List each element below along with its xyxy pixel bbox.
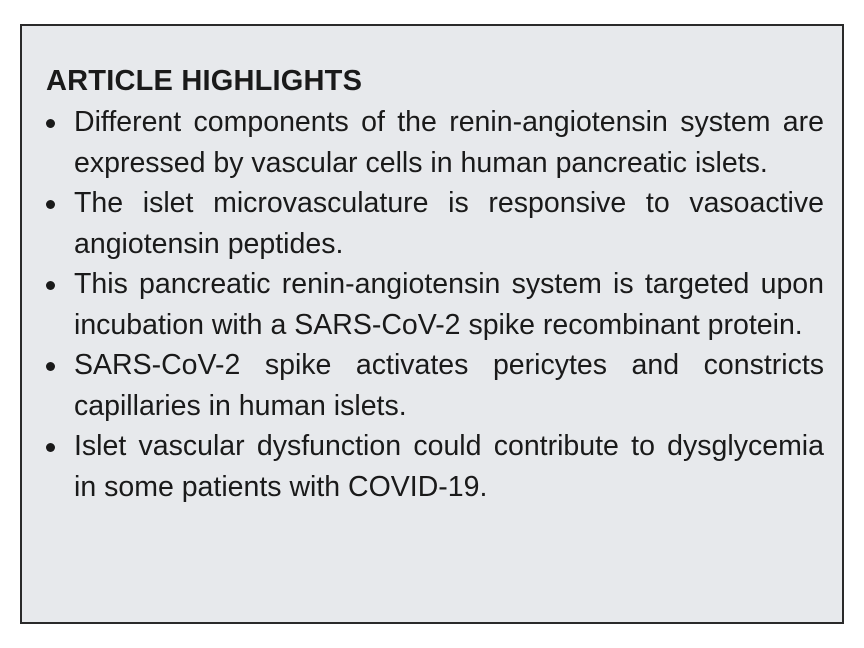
bullet-icon xyxy=(46,119,55,128)
bullet-icon xyxy=(46,443,55,452)
highlight-text: Islet vascular dysfunction could contribute to dysglycemia in some patients with COVID-19. xyxy=(74,430,824,503)
highlight-text: Different components of the renin-angiotensin system are expressed by vascular cells in human pancreatic islets. xyxy=(74,106,824,179)
bullet-icon xyxy=(46,281,55,290)
highlights-list xyxy=(46,102,824,507)
highlight-text: The islet microvasculature is responsive to vasoactive angiotensin peptides. xyxy=(74,187,824,260)
bullet-icon xyxy=(46,200,55,209)
highlight-item xyxy=(46,345,824,426)
highlight-item xyxy=(46,183,824,264)
highlights-title: ARTICLE HIGHLIGHTS xyxy=(46,65,363,97)
highlight-text: SARS-CoV-2 spike activates pericytes and constricts capillaries in human islets. xyxy=(74,349,824,422)
highlight-item xyxy=(46,426,824,507)
highlight-item xyxy=(46,264,824,345)
highlight-item xyxy=(46,102,824,183)
bullet-icon xyxy=(46,362,55,371)
highlight-text: This pancreatic renin-angiotensin system is targeted upon incubation with a SARS-CoV-2 spike recombinant protein. xyxy=(74,268,824,341)
article-highlights-box xyxy=(20,24,844,624)
